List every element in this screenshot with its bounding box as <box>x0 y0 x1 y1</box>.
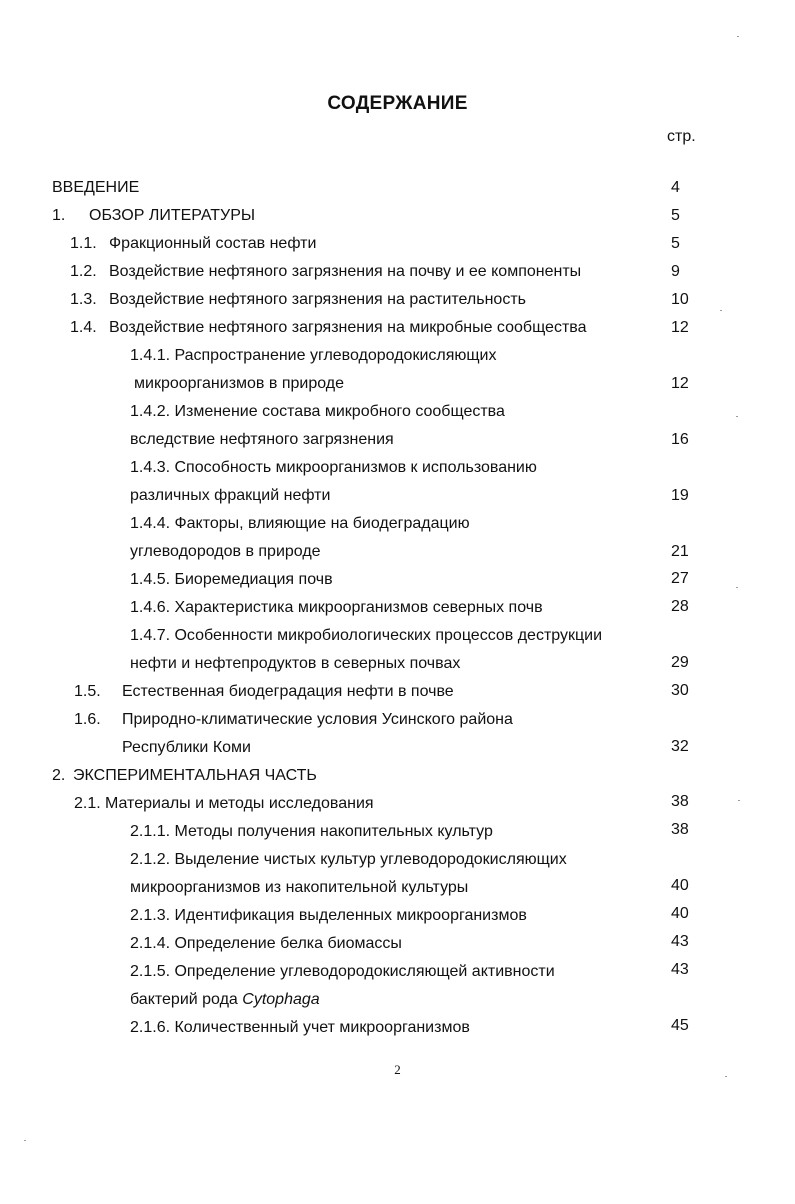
toc-entry-title: 1.4.6. Характеристика микроорганизмов северных почв <box>130 599 543 616</box>
toc-entry-continuation: различных фракций нефти <box>130 487 331 504</box>
toc-page-number: 12 <box>671 319 689 336</box>
toc-entry-1-4-7[interactable] <box>130 624 602 648</box>
toc-entry-1-4-6[interactable] <box>130 596 543 620</box>
toc-entry-1-4[interactable] <box>70 316 587 340</box>
scan-speck <box>737 36 739 37</box>
toc-entry-1-4-2[interactable] <box>130 400 505 424</box>
toc-entry-continuation: вследствие нефтяного загрязнения <box>130 431 394 448</box>
toc-entry-title: Воздействие нефтяного загрязнения на растительность <box>109 291 526 308</box>
toc-entry-title: 1.4.4. Факторы, влияющие на биодеградацию <box>130 515 470 532</box>
toc-entry-1-6[interactable] <box>74 708 513 732</box>
toc-entry-continuation: углеводородов в природе <box>130 543 321 560</box>
toc-page-number: 43 <box>671 933 689 950</box>
toc-entry-2[interactable] <box>52 764 317 788</box>
toc-entry-2-1-2[interactable] <box>130 848 567 872</box>
toc-page-number: 9 <box>671 263 680 280</box>
toc-entry-title: Материалы и методы исследования <box>105 795 374 812</box>
toc-entry-number: 1.6. <box>74 711 101 728</box>
toc-entry-title: Естественная биодеградация нефти в почве <box>122 683 454 700</box>
toc-page-number: 40 <box>671 877 689 894</box>
toc-entry-2-1-5[interactable] <box>130 960 555 984</box>
toc-entry-title: 2.1.5. Определение углеводородокисляющей активности <box>130 963 555 980</box>
toc-entry-number: 1.3. <box>70 291 97 308</box>
toc-entry-1-2[interactable] <box>70 260 581 284</box>
page-title: СОДЕРЖАНИЕ <box>327 93 468 114</box>
toc-entry-1-1[interactable] <box>70 232 316 256</box>
toc-page-number: 27 <box>671 570 689 587</box>
toc-page-number: 32 <box>671 738 689 755</box>
genus-name: Cytophaga <box>242 991 320 1008</box>
toc-entry-title: 1.4.5. Биоремедиация почв <box>130 571 333 588</box>
toc-entry-title: 2.1.1. Методы получения накопительных культур <box>130 823 493 840</box>
scan-speck <box>725 1076 727 1077</box>
toc-entry-title: Природно-климатические условия Усинского района <box>122 711 513 728</box>
toc-entry-title: Воздействие нефтяного загрязнения на почву и ее компоненты <box>109 263 582 280</box>
page-number: 2 <box>394 1062 401 1077</box>
toc-page-number: 38 <box>671 793 689 810</box>
toc-entry-continuation: бактерий рода Cytophaga <box>130 991 320 1008</box>
scan-speck <box>24 1140 26 1141</box>
toc-entry-number: 2.1. <box>74 795 101 812</box>
toc-entry-title: 1.4.3. Способность микроорганизмов к использованию <box>130 459 537 476</box>
toc-entry-continuation: микроорганизмов в природе <box>134 375 344 392</box>
toc-entry-1[interactable] <box>52 204 255 228</box>
toc-page-number: 19 <box>671 487 689 504</box>
toc-entry-2-1-6[interactable] <box>130 1016 470 1040</box>
toc-entry-number: 1.4. <box>70 319 97 336</box>
toc-page-number: 38 <box>671 821 689 838</box>
toc-entry-title: 2.1.3. Идентификация выделенных микроорганизмов <box>130 907 527 924</box>
toc-entry-title: Фракционный состав нефти <box>109 235 317 252</box>
toc-entry-title: 1.4.7. Особенности микробиологических процессов деструкции <box>130 627 603 644</box>
scan-speck <box>738 800 740 801</box>
toc-entry-number: 1.5. <box>74 683 101 700</box>
toc-entry-1-4-1[interactable] <box>130 344 497 368</box>
toc-page-number: 5 <box>671 207 680 224</box>
toc-entry-2-1-1[interactable] <box>130 820 493 844</box>
page-column-label: стр. <box>667 128 696 145</box>
toc-entry-1-4-4[interactable] <box>130 512 470 536</box>
toc-entry-number: 1.2. <box>70 263 97 280</box>
toc-entry-number: 2. <box>52 767 66 784</box>
toc-page-number: 5 <box>671 235 680 252</box>
toc-entry-2-1-4[interactable] <box>130 932 402 956</box>
toc-entry-title: ОБЗОР ЛИТЕРАТУРЫ <box>89 207 256 224</box>
toc-entry-continuation: Республики Коми <box>122 739 251 756</box>
toc-page-number: 28 <box>671 598 689 615</box>
toc-entry-title: 1.4.1. Распространение углеводородокисляющих <box>130 347 497 364</box>
toc-entry-title: 2.1.6. Количественный учет микроорганизмов <box>130 1019 470 1036</box>
toc-entry-title: 1.4.2. Изменение состава микробного сообщества <box>130 403 505 420</box>
scan-speck <box>736 416 738 417</box>
toc-entry-2-1-3[interactable] <box>130 904 527 928</box>
toc-page-number: 45 <box>671 1017 689 1034</box>
toc-entry-number: 1.1. <box>70 235 97 252</box>
toc-page-number: 16 <box>671 431 689 448</box>
toc-entry-1-5[interactable] <box>74 680 454 704</box>
scan-speck <box>720 310 722 311</box>
toc-entry-continuation: микроорганизмов из накопительной культуры <box>130 879 469 896</box>
toc-entry-1-4-5[interactable] <box>130 568 333 592</box>
toc-entry-title: Воздействие нефтяного загрязнения на микробные сообщества <box>109 319 587 336</box>
toc-page-number: 43 <box>671 961 689 978</box>
toc-entry-continuation: нефти и нефтепродуктов в северных почвах <box>130 655 461 672</box>
toc-page-number: 12 <box>671 375 689 392</box>
toc-entry-title: 2.1.4. Определение белка биомассы <box>130 935 402 952</box>
toc-entry-number: 1. <box>52 207 66 224</box>
toc-page-number: 10 <box>671 291 689 308</box>
toc-page-number: 21 <box>671 543 689 560</box>
toc-entry-title: 2.1.2. Выделение чистых культур углеводородокисляющих <box>130 851 567 868</box>
toc-page-number: 40 <box>671 905 689 922</box>
toc-entry-2-1[interactable] <box>74 792 374 816</box>
toc-entry-title: ЭКСПЕРИМЕНТАЛЬНАЯ ЧАСТЬ <box>73 767 317 784</box>
toc-page-number: 4 <box>671 179 680 196</box>
toc-entry-title: ВВЕДЕНИЕ <box>52 179 140 196</box>
scan-speck <box>736 587 738 588</box>
toc-entry-1-4-3[interactable] <box>130 456 537 480</box>
toc-entry-intro[interactable] <box>52 176 139 200</box>
toc-entry-1-3[interactable] <box>70 288 526 312</box>
toc-page-number: 29 <box>671 654 689 671</box>
toc-page-number: 30 <box>671 682 689 699</box>
